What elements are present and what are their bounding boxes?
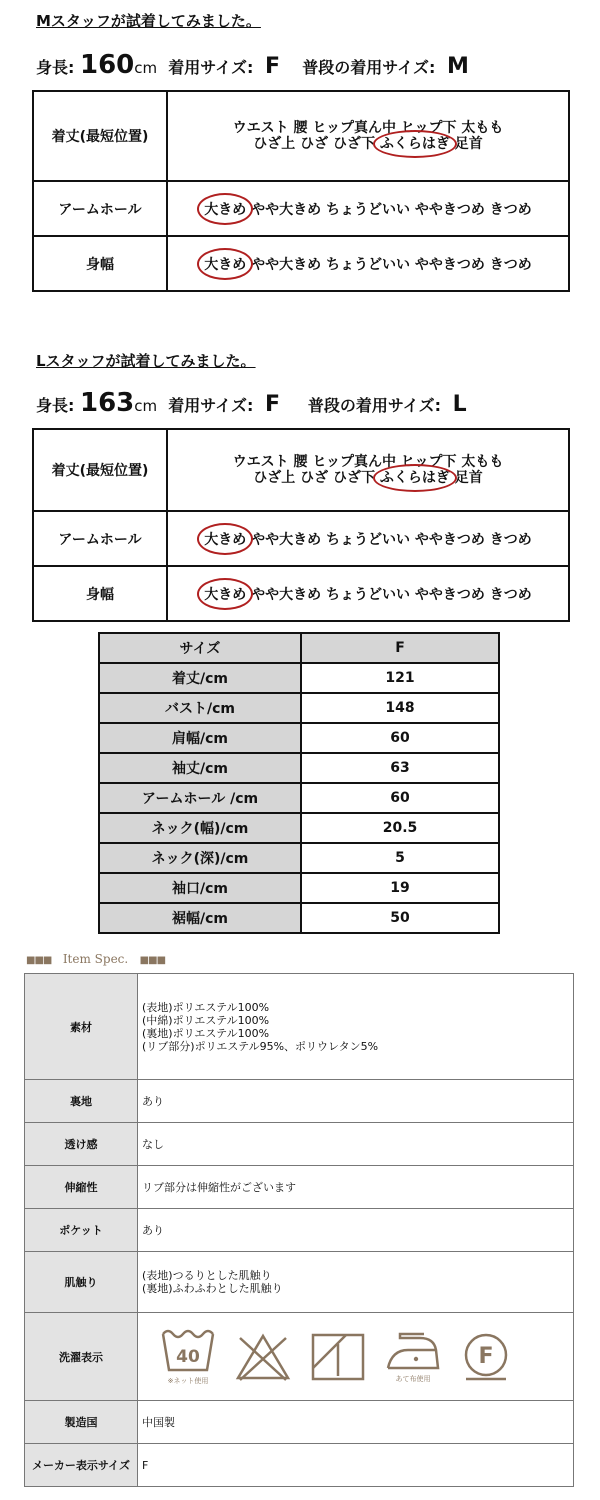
row-value: 60	[301, 783, 499, 813]
size-header-value: F	[301, 633, 499, 663]
spec-row-stretch	[25, 1166, 574, 1209]
table-row	[99, 723, 499, 753]
l-staff-info	[36, 388, 467, 418]
wear-size-value: F	[264, 392, 280, 417]
texture-value	[138, 1252, 574, 1313]
spec-row-lining	[25, 1080, 574, 1123]
table-row	[99, 843, 499, 873]
width-options	[167, 566, 569, 621]
row-value: 5	[301, 843, 499, 873]
row-label: 袖丈/cm	[99, 753, 301, 783]
table-row	[99, 783, 499, 813]
row-value: 121	[301, 663, 499, 693]
length-label: 着丈(最短位置)	[33, 91, 167, 181]
m-fit-table	[32, 90, 570, 292]
texture-label: 肌触り	[25, 1252, 138, 1313]
row-label: 着丈/cm	[99, 663, 301, 693]
armhole-selected: 大きめ	[204, 199, 246, 219]
sheer-value: なし	[138, 1123, 574, 1166]
table-row	[99, 663, 499, 693]
row-label: 袖口/cm	[99, 873, 301, 903]
origin-value: 中国製	[138, 1401, 574, 1444]
usual-size-label: 普段の着用サイズ:	[302, 58, 441, 77]
pocket-label: ポケット	[25, 1209, 138, 1252]
width-label: 身幅	[33, 566, 167, 621]
spec-row-texture	[25, 1252, 574, 1313]
size-header-label: サイズ	[99, 633, 301, 663]
length-options-line1: ウエスト 腰 ヒップ真ん中 ヒップ下 太もも	[232, 120, 504, 136]
height-unit: cm	[134, 397, 158, 415]
length-options	[167, 429, 569, 511]
height-label: 身長:	[36, 396, 80, 415]
row-label: バスト/cm	[99, 693, 301, 723]
armhole-options	[167, 511, 569, 566]
item-spec-table	[24, 973, 574, 1487]
maker-size-label: メーカー表示サイズ	[25, 1444, 138, 1487]
width-rest: やや大きめ ちょうどいい ややきつめ きつめ	[246, 586, 532, 603]
height-unit: cm	[134, 59, 158, 77]
size-table-header	[99, 633, 499, 663]
table-row	[99, 873, 499, 903]
stretch-label: 伸縮性	[25, 1166, 138, 1209]
sheer-label: 透け感	[25, 1123, 138, 1166]
usual-size-value: M	[446, 54, 469, 79]
stretch-value: リブ部分は伸縮性がございます	[138, 1166, 574, 1209]
size-table	[98, 632, 500, 934]
wear-size-label: 着用サイズ:	[168, 58, 259, 77]
spec-row-care	[25, 1313, 574, 1401]
m-staff-heading: Mスタッフが試着してみました。	[36, 12, 261, 30]
length-options	[167, 91, 569, 181]
usual-size-value: L	[452, 392, 467, 417]
item-spec-title	[26, 952, 165, 966]
spec-row-material	[25, 974, 574, 1080]
length-options-line1: ウエスト 腰 ヒップ真ん中 ヒップ下 太もも	[232, 454, 504, 470]
width-selected: 大きめ	[204, 254, 246, 274]
width-rest: やや大きめ ちょうどいい ややきつめ きつめ	[246, 256, 532, 273]
l-staff-heading: Lスタッフが試着してみました。	[36, 352, 256, 370]
no-bleach-icon	[234, 1332, 292, 1382]
width-options	[167, 236, 569, 291]
length-options-line2: ひざ上 ひざ ひざ下	[253, 136, 380, 152]
wear-size-label: 着用サイズ:	[168, 396, 259, 415]
square-icons-left: ■■■	[26, 955, 52, 966]
height-value: 160	[79, 50, 135, 80]
table-row	[99, 693, 499, 723]
wash-40-icon	[160, 1326, 216, 1388]
row-value: 60	[301, 723, 499, 753]
table-row	[99, 813, 499, 843]
material-line: (裏地)ポリエステル100%	[142, 1026, 270, 1040]
spec-row-origin	[25, 1401, 574, 1444]
row-label: ネック(深)/cm	[99, 843, 301, 873]
armhole-label: アームホール	[33, 511, 167, 566]
row-value: 19	[301, 873, 499, 903]
row-value: 63	[301, 753, 499, 783]
width-label: 身幅	[33, 236, 167, 291]
material-label: 素材	[25, 974, 138, 1080]
length-selected: ふくらはぎ	[379, 470, 450, 486]
iron-note: あて布使用	[395, 1374, 431, 1383]
wear-size-value: F	[264, 54, 280, 79]
material-line: (リブ部分)ポリエステル95%、ポリウレタン5%	[142, 1039, 379, 1053]
l-fit-table	[32, 428, 570, 622]
length-options-line2: ひざ上 ひざ ひざ下	[253, 470, 380, 486]
row-label: 肩幅/cm	[99, 723, 301, 753]
material-line: (表地)ポリエステル100%	[142, 1000, 270, 1014]
material-line: (中綿)ポリエステル100%	[142, 1013, 270, 1027]
row-value: 50	[301, 903, 499, 933]
iron-icon	[384, 1328, 442, 1386]
care-label: 洗濯表示	[25, 1313, 138, 1401]
m-staff-info	[36, 50, 469, 80]
lining-value: あり	[138, 1080, 574, 1123]
armhole-rest: やや大きめ ちょうどいい ややきつめ きつめ	[246, 201, 532, 218]
table-row	[99, 753, 499, 783]
origin-label: 製造国	[25, 1401, 138, 1444]
texture-line: (裏地)ふわふわとした肌触り	[142, 1282, 283, 1295]
pocket-value: あり	[138, 1209, 574, 1252]
width-selected: 大きめ	[204, 584, 246, 604]
wash-note: ※ネット使用	[167, 1376, 209, 1385]
spec-row-maker-size	[25, 1444, 574, 1487]
height-label: 身長:	[36, 58, 80, 77]
dry-clean-letter: F	[478, 1343, 494, 1369]
lining-label: 裏地	[25, 1080, 138, 1123]
usual-size-label: 普段の着用サイズ:	[307, 396, 447, 415]
spec-row-sheer	[25, 1123, 574, 1166]
row-label: 裾幅/cm	[99, 903, 301, 933]
row-label: アームホール /cm	[99, 783, 301, 813]
material-value	[138, 974, 574, 1080]
table-row	[99, 903, 499, 933]
armhole-selected: 大きめ	[204, 529, 246, 549]
texture-line: (表地)つるりとした肌触り	[142, 1269, 272, 1282]
length-options-tail: 足首	[449, 136, 483, 152]
maker-size-value: F	[138, 1444, 574, 1487]
armhole-options	[167, 181, 569, 236]
height-value: 163	[79, 388, 135, 418]
armhole-rest: やや大きめ ちょうどいい ややきつめ きつめ	[246, 531, 532, 548]
row-label: ネック(幅)/cm	[99, 813, 301, 843]
length-selected: ふくらはぎ	[379, 136, 450, 152]
square-icons-right: ■■■	[139, 955, 166, 966]
item-spec-label: Item Spec.	[62, 952, 129, 966]
spec-row-pocket	[25, 1209, 574, 1252]
length-options-tail: 足首	[449, 470, 483, 486]
wash-temp: 40	[176, 1346, 200, 1367]
length-label: 着丈(最短位置)	[33, 429, 167, 511]
care-icons	[138, 1313, 574, 1401]
row-value: 20.5	[301, 813, 499, 843]
dry-clean-f-icon	[460, 1331, 512, 1383]
armhole-label: アームホール	[33, 181, 167, 236]
row-value: 148	[301, 693, 499, 723]
line-dry-icon	[310, 1332, 366, 1382]
